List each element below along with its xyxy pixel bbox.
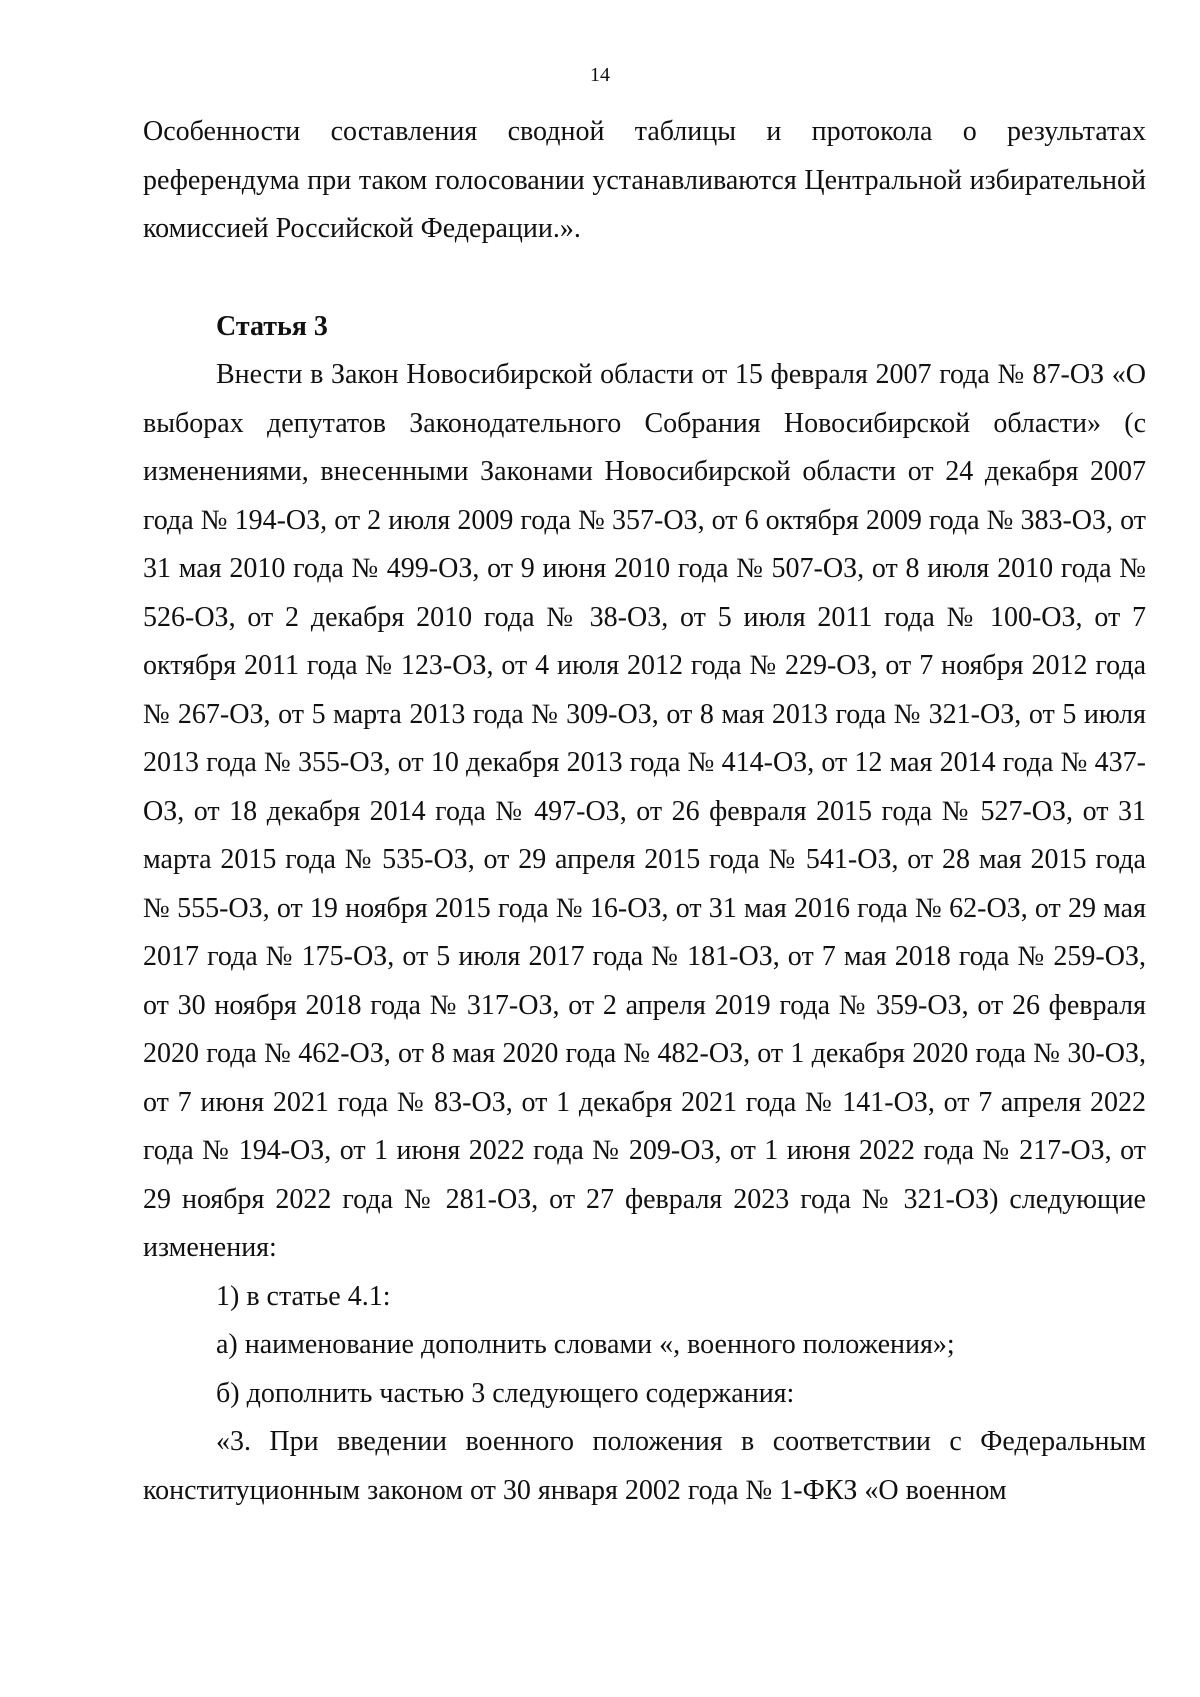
page-number: 14	[590, 64, 610, 86]
paragraph-item-a: а) наименование дополнить словами «, военного положения»;	[216, 1329, 955, 1360]
document-body	[143, 108, 1146, 1515]
paragraph-amendment-list: Внести в Закон Новосибирской области от 15 февраля 2007 года № 87-ОЗ «О выборах депутатов Законодательного Собрания Новосибирской области» (с изменениями, внесенными Законами Новосибирской области от 24 декабря 2007 года № 194-ОЗ, от 2 июля 2009 года № 357-ОЗ, от 6 октября 2009 года № 383-ОЗ, от 31 мая 2010 года № 499-ОЗ, от 9 июня 2010 года № 507-ОЗ, от 8 июля 2010 года № 526-ОЗ, от 2 декабря 2010 года № 38-ОЗ, от 5 июля 2011 года № 100-ОЗ, от 7 октября 2011 года № 123-ОЗ, от 4 июля 2012 года № 229-ОЗ, от 7 ноября 2012 года № 267-ОЗ, от 5 марта 2013 года № 309-ОЗ, от 8 мая 2013 года № 321-ОЗ, от 5 июля 2013 года № 355-ОЗ, от 10 декабря 2013 года № 414-ОЗ, от 12 мая 2014 года № 437-ОЗ, от 18 декабря 2014 года № 497-ОЗ, от 26 февраля 2015 года № 527-ОЗ, от 31 марта 2015 года № 535-ОЗ, от 29 апреля 2015 года № 541-ОЗ, от 28 мая 2015 года № 555-ОЗ, от 19 ноября 2015 года № 16-ОЗ, от 31 мая 2016 года № 62-ОЗ, от 29 мая 2017 года № 175-ОЗ, от 5 июля 2017 года № 181-ОЗ, от 7 мая 2018 года № 259-ОЗ, от 30 ноября 2018 года № 317-ОЗ, от 2 апреля 2019 года № 359-ОЗ, от 26 февраля 2020 года № 462-ОЗ, от 8 мая 2020 года № 482-ОЗ, от 1 декабря 2020 года № 30-ОЗ, от 7 июня 2021 года № 83-ОЗ, от 1 декабря 2021 года № 141-ОЗ, от 7 апреля 2022 года № 194-ОЗ, от 1 июня 2022 года № 209-ОЗ, от 1 июня 2022 года № 217-ОЗ, от 29 ноября 2022 года № 281-ОЗ, от 27 февраля 2023 года № 321-ОЗ) следующие изменения:	[143, 359, 1146, 1263]
article-heading: Статья 3	[216, 310, 328, 342]
paragraph-item-1: 1) в статье 4.1:	[216, 1280, 391, 1312]
paragraph-item-b: б) дополнить частью 3 следующего содержания:	[216, 1377, 795, 1409]
paragraph-part-3: «3. При введении военного положения в соответствии с Федеральным конституционным законом от 30 января 2002 года № 1-ФКЗ «О военном	[143, 1426, 1146, 1506]
paragraph-summary-table: Особенности составления сводной таблицы и протокола о результатах референдума при таком голосовании устанавливаются Центральной избирательной комиссией Российской Федерации.».	[143, 116, 1146, 244]
